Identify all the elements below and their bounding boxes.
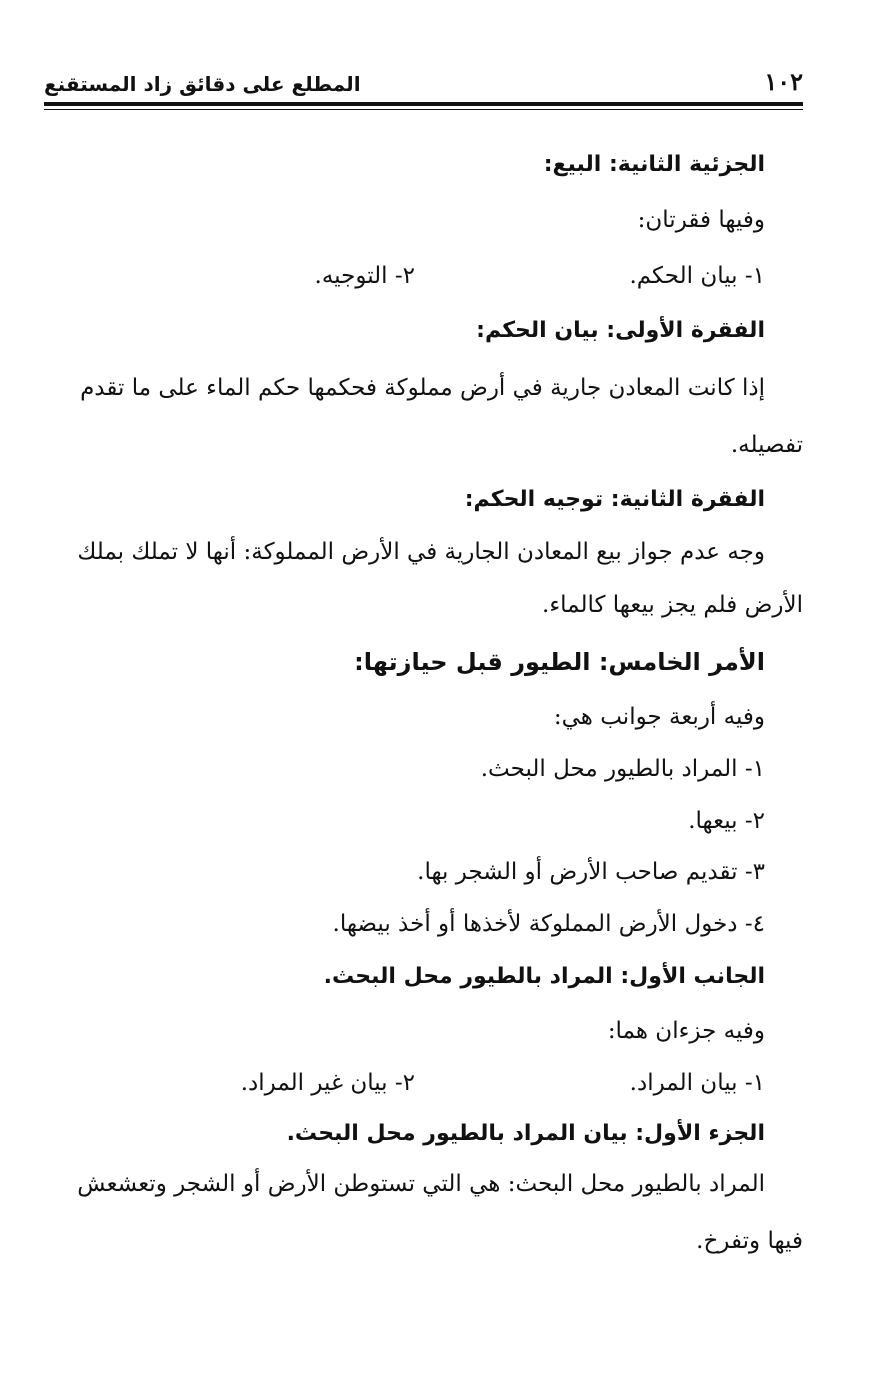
list-item: ٤- دخول الأرض المملوكة لأخذها أو أخذ بيضها. (332, 911, 765, 937)
list-item: ١- بيان المراد. (629, 1070, 765, 1096)
list-item: ٢- التوجيه. (314, 263, 415, 289)
list-row (48, 1066, 765, 1100)
page-number: ١٠٢ (764, 67, 803, 96)
section-heading: الجانب الأول: المراد بالطيور محل البحث. (323, 964, 765, 989)
paragraph-line: إذا كانت المعادن جارية في أرض مملوكة فحكمها حكم الماء على ما تقدم (80, 375, 765, 401)
section-heading: الجزئية الثانية: البيع: (543, 152, 765, 177)
running-header (44, 56, 803, 96)
paragraph-line: وفيه أربعة جوانب هي: (553, 704, 765, 730)
paragraph-line: فيها وتفرخ. (696, 1228, 803, 1254)
paragraph-line: الأرض فلم يجز بيعها كالماء. (542, 592, 803, 618)
paragraph-line: تفصيله. (730, 432, 803, 458)
header-rule-thin (44, 109, 803, 110)
list-item: ٢- بيان غير المراد. (240, 1070, 415, 1096)
list-item: ١- المراد بالطيور محل البحث. (480, 756, 765, 782)
list-item: ٢- بيعها. (688, 808, 765, 834)
list-row (48, 259, 765, 293)
paragraph-line: وفيها فقرتان: (637, 207, 765, 233)
section-heading: الفقرة الثانية: توجيه الحكم: (464, 487, 765, 512)
paragraph-line: المراد بالطيور محل البحث: هي التي تستوطن الأرض أو الشجر وتعشعش (77, 1171, 765, 1197)
paragraph-line: وفيه جزءان هما: (607, 1018, 765, 1044)
section-heading: الجزء الأول: بيان المراد بالطيور محل البحث. (286, 1121, 765, 1146)
list-item: ٣- تقديم صاحب الأرض أو الشجر بها. (417, 859, 765, 885)
section-heading: الفقرة الأولى: بيان الحكم: (476, 318, 765, 343)
paragraph-line: وجه عدم جواز بيع المعادن الجارية في الأرض المملوكة: أنها لا تملك بملك (77, 539, 765, 565)
book-title: المطلع على دقائق زاد المستقنع (44, 72, 361, 96)
header-rule-thick (44, 102, 803, 106)
list-item: ١- بيان الحكم. (629, 263, 765, 289)
section-heading: الأمر الخامس: الطيور قبل حيازتها: (354, 648, 765, 676)
